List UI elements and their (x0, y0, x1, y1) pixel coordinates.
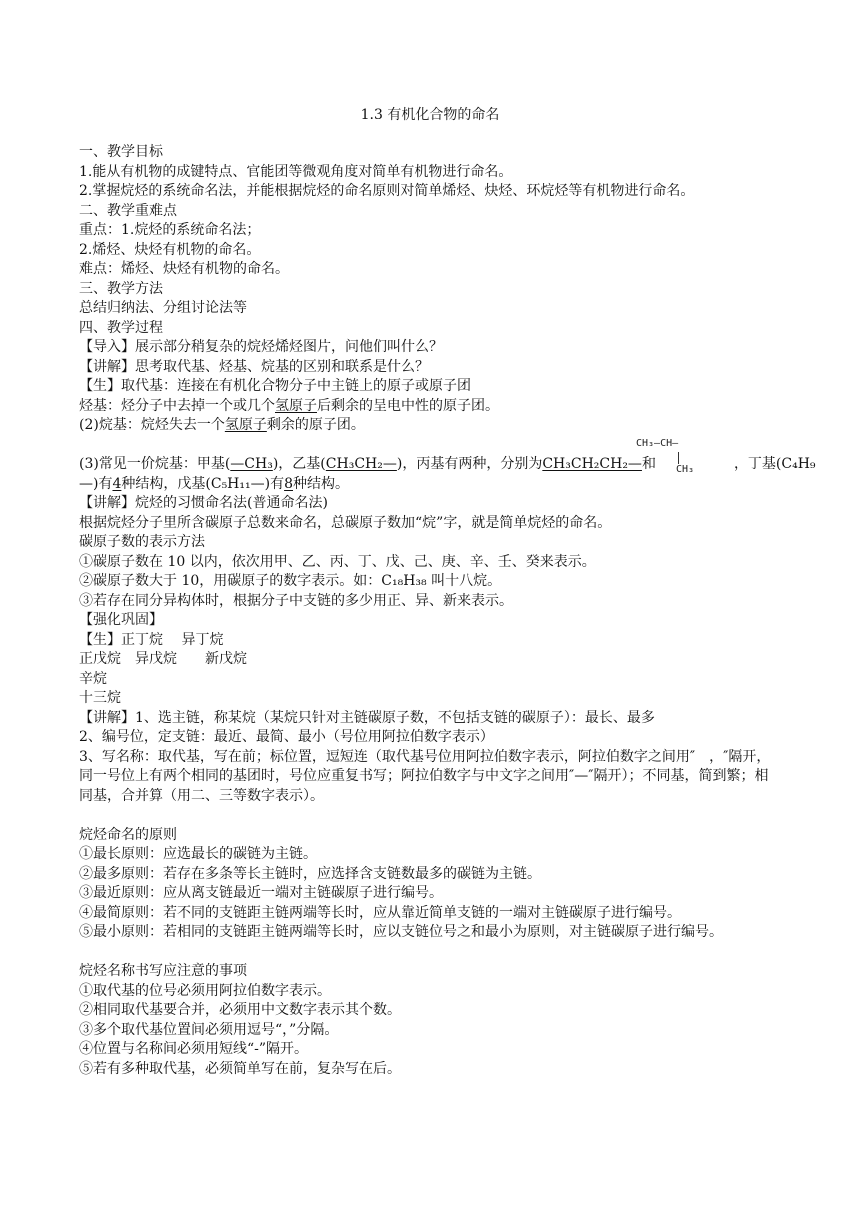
principle-1: ①最长原则：应选最长的碳链为主链。 (79, 846, 317, 862)
process-intro: 【导入】展示部分稍复杂的烷烃烯烃图片，问他们叫什么？ (79, 339, 443, 355)
principle-4: ④最简原则：若不同的支链距主链两端等长时，应从靠近简单支链的一端对主链碳原子进行编号。 (79, 904, 681, 921)
process-explain-1: 【讲解】思考取代基、烃基、烷基的区别和联系是什么？ (79, 358, 429, 375)
note-2: ②相同取代基要合并，必须用中文数字表示其个数。 (79, 1002, 401, 1018)
process-explain-common-naming: 【讲解】烷烃的习惯命名法(普通命名法) (79, 495, 328, 511)
structure-top-chain: CH₃—CH— (636, 438, 679, 449)
key-point-2: 2.烯烃、炔烃有机物的命名。 (79, 241, 261, 258)
principle-2: ②最多原则：若存在多条等长主链时，应选择含支链数最多的碳链为主链。 (79, 865, 541, 882)
section-heading-goals: 一、教学目标 (79, 144, 163, 160)
process-pentanes: 正戊烷 异戊烷 新戊烷 (79, 651, 247, 667)
process-tridecane: 十三烷 (79, 690, 121, 706)
principles-heading: 烷烃命名的原则 (79, 826, 177, 843)
structure-bond-line (678, 452, 679, 464)
difficulty: 难点：烯烃、炔烃有机物的命名。 (79, 261, 289, 277)
document-body (79, 143, 816, 1079)
methods: 总结归纳法、分组讨论法等 (79, 300, 247, 316)
section-heading-key-points: 二、教学重难点 (79, 202, 177, 219)
process-carbon-rule-1: ①碳原子数在 10 以内，依次用甲、乙、丙、丁、戊、己、庚、辛、壬、癸来表示。 (79, 553, 596, 570)
process-alkyl: (2)烷基：烷烃失去一个氢原子剩余的原子团。 (79, 417, 365, 433)
process-hydrocarbyl: 烃基：烃分子中去掉一个或几个氢原子后剩余的呈电中性的原子团。 (79, 397, 499, 414)
process-carbon-count-heading: 碳原子数的表示方法 (79, 534, 205, 550)
note-5: ⑤若有多种取代基，必须简单写在前，复杂写在后。 (79, 1060, 401, 1077)
note-1: ①取代基的位号必须用阿拉伯数字表示。 (79, 982, 331, 999)
goal-2: 2.掌握烷烃的系统命名法，并能根据烷烃的命名原则对简单烯烃、炔烃、环烷烃等有机物进行命名。 (79, 183, 695, 199)
note-4: ④位置与名称间必须用短线“-”隔开。 (79, 1041, 309, 1057)
process-student-butanes: 【生】正丁烷 异丁烷 (79, 631, 224, 648)
process-common-alkyls: (3)常见一价烷基：甲基(—CH₃)，乙基(CH₃CH₂—)，丙基有两种，分别为CH₃CH₂CH₂—和 ，丁基(C₄H₉ (79, 456, 816, 472)
principle-5: ⑤最小原则：若相同的支链距主链两端等长时，应以支链位号之和最小为原则，对主链碳原子进行编号。 (79, 924, 723, 940)
goal-1: 1.能从有机物的成键特点、官能团等微观角度对简单有机物进行命名。 (79, 163, 513, 180)
process-carbon-rule-3: ③若存在同分异构体时，根据分子中支链的多少用正、异、新来表示。 (79, 592, 513, 609)
process-butyl-pentyl: —)有4种结构，戊基(C₅H₁₁—)有8种结构。 (79, 475, 349, 492)
section-heading-process: 四、教学过程 (79, 319, 163, 336)
process-step-1: 【讲解】1、选主链，称某烷（某烷只针对主链碳原子数，不包括支链的碳原子）：最长、最多 (79, 709, 655, 726)
structure-methyl-branch: CH₃ (676, 464, 695, 475)
notes-heading: 烷烃名称书写应注意的事项 (79, 963, 247, 979)
process-carbon-rule-2: ②碳原子数大于 10，用碳原子的数字表示。如：C₁₈H₃₈ 叫十八烷。 (79, 573, 502, 589)
process-octane: 辛烷 (79, 670, 107, 687)
note-3: ③多个取代基位置间必须用逗号“，”分隔。 (79, 1021, 339, 1038)
process-substituent: 【生】取代基：连接在有机化合物分子中主链上的原子或原子团 (79, 378, 471, 394)
process-step-2: 2、编号位，定支链：最近、最简、最小（号位用阿拉伯数字表示） (79, 729, 494, 745)
section-heading-methods: 三、教学方法 (79, 280, 163, 297)
key-point-1: 重点：1.烷烃的系统命名法； (79, 222, 261, 238)
page-title: 1.3 有机化合物的命名 (360, 107, 500, 123)
isopropyl-structure-diagram (636, 438, 726, 482)
process-step-3: 3、写名称：取代基，写在前；标位置，逗短连（取代基号位用阿拉伯数字表示，阿拉伯数字之间用″ ，″隔开，同一号位上有两个相同的基团时，号位应重复书写；阿拉伯数字与中文字之间用″—″隔开）；不同基，简到繁；相同基，合并算（用二、三等数字表示）。 (79, 748, 771, 804)
process-reinforce: 【强化巩固】 (79, 612, 163, 628)
principle-3: ③最近原则：应从离支链最近一端对主链碳原子进行编号。 (79, 885, 443, 901)
process-naming-rule: 根据烷烃分子里所含碳原子总数来命名，总碳原子数加“烷”字，就是简单烷烃的命名。 (79, 514, 612, 531)
